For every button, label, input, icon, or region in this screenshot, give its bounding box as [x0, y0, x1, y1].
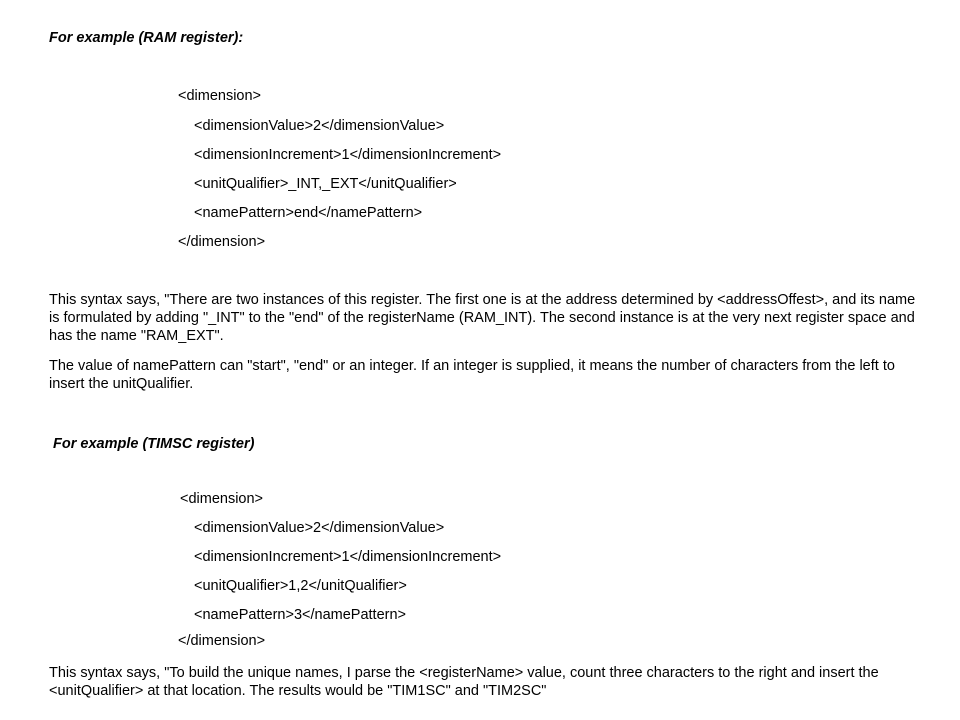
example1-code-dimension-increment: <dimensionIncrement>1</dimensionIncrement> [194, 147, 502, 163]
example2-code-dimension-close: </dimension> [178, 633, 266, 649]
example2-code-dimension-value: <dimensionValue>2</dimensionValue> [194, 520, 445, 536]
example1-code-unit-qualifier: <unitQualifier>_INT,_EXT</unitQualifier> [194, 176, 457, 192]
example1-name-pattern-note: The value of namePattern can "start", "end" or an integer. If an integer is supplied, it means the number of characters from the left to insert the unitQualifier. [49, 358, 895, 392]
example1-code-dimension-value: <dimensionValue>2</dimensionValue> [194, 118, 445, 134]
example2-code-dimension-open: <dimension> [180, 491, 264, 507]
example2-code-dimension-increment: <dimensionIncrement>1</dimensionIncrement> [194, 549, 502, 565]
example1-explanation: This syntax says, "There are two instances of this register. The first one is at the address determined by <addressOffest>, and its name is formulated by adding "_INT" to the "end" of the registerName (RAM_INT). The second instance is at the very next register space and has the name "RAM_EXT". [49, 292, 916, 344]
example2-explanation: This syntax says, "To build the unique names, I parse the <registerName> value, count three characters to the right and insert the <unitQualifier> at that location. The results would be "TIM1SC" and "TIM2SC" [49, 665, 879, 699]
example2-heading: For example (TIMSC register) [53, 436, 255, 452]
example1-heading: For example (RAM register): [49, 30, 244, 46]
example1-code-dimension-close: </dimension> [178, 234, 266, 250]
example1-code-dimension-open: <dimension> [178, 88, 262, 104]
example1-code-name-pattern: <namePattern>end</namePattern> [194, 205, 423, 221]
example2-code-unit-qualifier: <unitQualifier>1,2</unitQualifier> [194, 578, 407, 594]
example2-code-name-pattern: <namePattern>3</namePattern> [194, 607, 407, 623]
